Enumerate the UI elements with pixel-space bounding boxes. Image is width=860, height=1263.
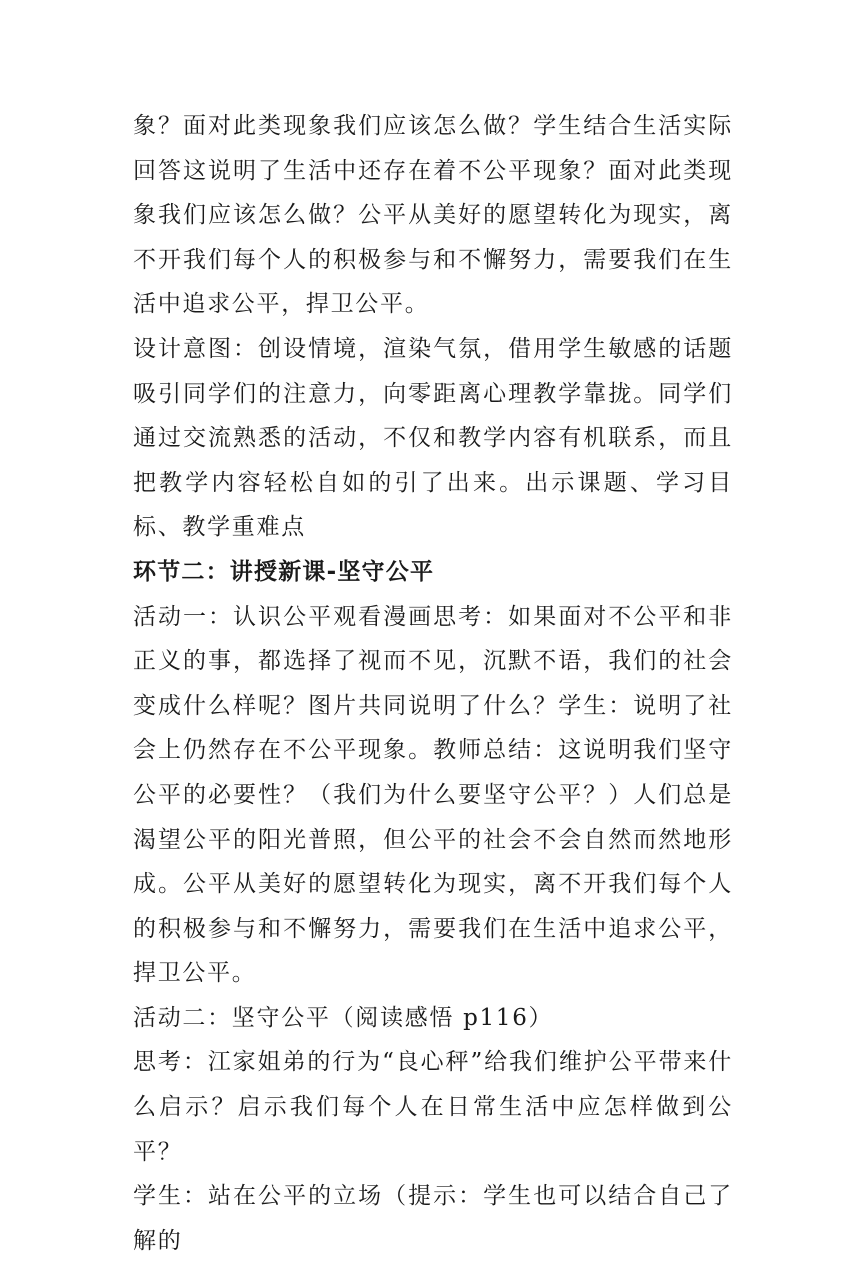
paragraph-intro-answer: 象？面对此类现象我们应该怎么做？学生结合生活实际回答这说明了生活中还存在着不公平现象？面对此类现象我们应该怎么做？公平从美好的愿望转化为现实，离不开我们每个人的积极参与和不懈努力，需要我们在生活中追求公平，捍卫公平。 bbox=[133, 113, 733, 318]
paragraph-student-answer: 学生：站在公平的立场（提示：学生也可以结合自己了解的 bbox=[133, 1183, 733, 1254]
paragraph-design-intent: 设计意图：创设情境，渲染气氛，借用学生敏感的话题吸引同学们的注意力，向零距离心理教学靠拢。同学们通过交流熟悉的活动，不仅和教学内容有机联系，而且把教学内容轻松自如的引了出来。出示课题、学习目标、教学重难点 bbox=[133, 335, 733, 541]
paragraph-activity-two: 活动二：坚守公平（阅读感悟 p116） bbox=[133, 1004, 554, 1031]
document-body bbox=[133, 104, 733, 1263]
paragraph-activity-one: 活动一：认识公平观看漫画思考：如果面对不公平和非正义的事，都选择了视而不见，沉默不语，我们的社会变成什么样呢？图片共同说明了什么？学生：说明了社会上仍然存在不公平现象。教师总结：这说明我们坚守公平的必要性？（我们为什么要坚守公平？）人们总是渴望公平的阳光普照，但公平的社会不会自然而然地形成。公平从美好的愿望转化为现实，离不开我们每个人的积极参与和不懈努力，需要我们在生活中追求公平，捍卫公平。 bbox=[133, 603, 733, 987]
paragraph-thinking-question: 思考：江家姐弟的行为“良心秤”给我们维护公平带来什么启示？启示我们每个人在日常生活中应怎样做到公平？ bbox=[133, 1049, 733, 1165]
section-heading: 环节二：讲授新课-坚守公平 bbox=[133, 558, 435, 585]
